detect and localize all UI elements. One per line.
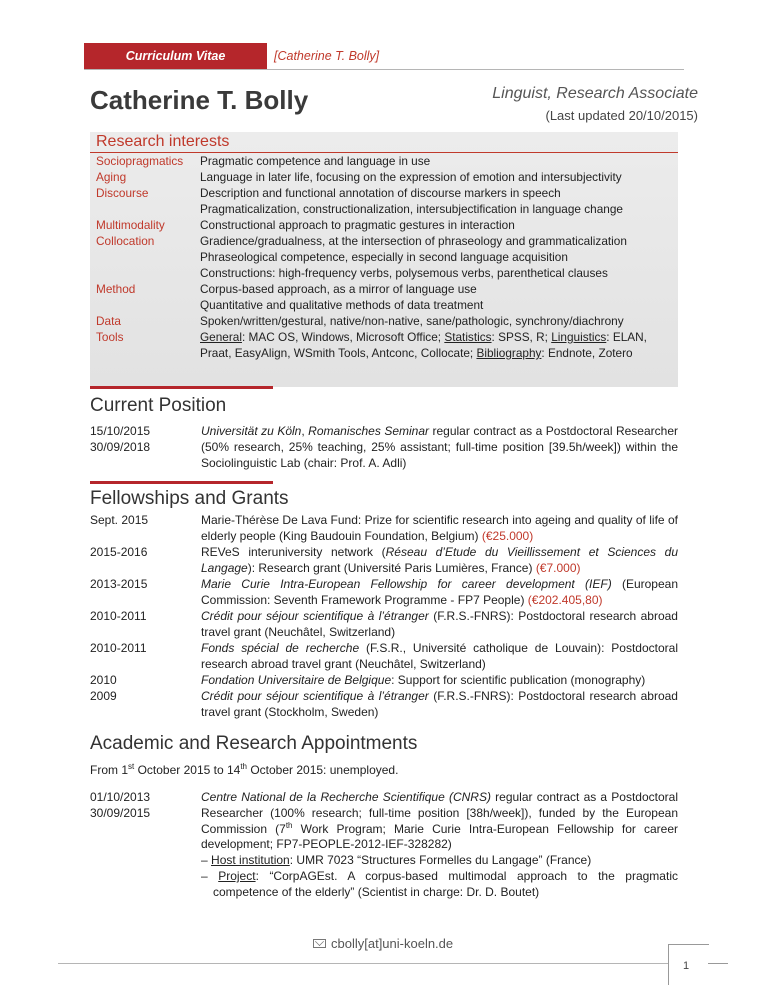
grant-entry bbox=[201, 673, 678, 689]
grant-text: (F.R.S.-FNRS): Postdoctoral research abroad travel grant (Neuchâtel, Switzerland) bbox=[201, 609, 678, 639]
ri-text: Constructional approach to pragmatic gestures in interaction bbox=[200, 218, 515, 232]
grant-entry bbox=[201, 577, 678, 609]
ri-label: Collocation bbox=[96, 234, 155, 248]
ri-row bbox=[96, 233, 686, 249]
entry-date bbox=[90, 424, 200, 456]
entry-text-current bbox=[201, 424, 678, 471]
date-start: 01/10/2013 bbox=[90, 790, 151, 804]
grant-date: 2013-2015 bbox=[90, 577, 148, 591]
tools-general: : MAC OS, Windows, Microsoft Office; bbox=[241, 330, 445, 344]
section-title-current-position: Current Position bbox=[90, 395, 227, 416]
last-updated: (Last updated 20/10/2015) bbox=[545, 108, 698, 123]
ri-row-tools bbox=[96, 329, 686, 345]
tools-linguistics-label: Linguistics bbox=[551, 330, 607, 344]
separator: , bbox=[301, 424, 309, 438]
bullet-project bbox=[201, 869, 678, 901]
grant-title: Marie Curie Intra-European Fellowship for career development (IEF) bbox=[201, 577, 612, 591]
grant-title: Fonds spécial de recherche bbox=[201, 641, 360, 655]
ri-row bbox=[96, 201, 686, 217]
grant-amount: (€202.405,80) bbox=[527, 592, 603, 607]
ordinal-suffix: th bbox=[240, 762, 247, 771]
position-text: regular contract as a Postdoctoral Researcher (50% research, 25% teaching, 25% assistant; full-time position [39.5h/week]) within the Sociolinguistic Lab (chair: Prof. A. Adli) bbox=[201, 424, 678, 470]
page-title: Catherine T. Bolly bbox=[90, 85, 309, 115]
ordinal-suffix: st bbox=[128, 762, 135, 771]
tools-bibliography-label: Bibliography bbox=[476, 346, 542, 360]
ri-row bbox=[96, 169, 686, 185]
footer-rule bbox=[58, 963, 668, 964]
ri-label: Multimodality bbox=[96, 218, 165, 232]
header-name: [Catherine T. Bolly] bbox=[274, 49, 380, 63]
ri-row bbox=[96, 153, 686, 169]
grant-amount: (€7.000) bbox=[535, 560, 581, 575]
bullet-text: : UMR 7023 “Structures Formelles du Langage” (France) bbox=[289, 853, 592, 868]
ri-text: Pragmatic competence and language in use bbox=[200, 154, 431, 168]
tools-general-label: General bbox=[200, 330, 242, 344]
grant-text: (F.R.S.-FNRS): Postdoctoral research abroad travel grant (Stockholm, Sweden) bbox=[201, 689, 678, 719]
grant-title: Réseau d’Etude du Vieillissement et Sciences du Langage bbox=[201, 545, 678, 575]
date-start: 15/10/2015 bbox=[90, 424, 151, 438]
tools-linguistics: : ELAN, bbox=[606, 330, 647, 344]
unemployed-note bbox=[90, 763, 398, 777]
section-bar bbox=[90, 481, 273, 484]
ri-text bbox=[200, 329, 647, 345]
ri-text: Gradience/gradualness, at the intersection of phraseology and grammaticalization bbox=[200, 234, 627, 248]
date-end: 30/09/2015 bbox=[90, 805, 151, 820]
mail-icon bbox=[313, 939, 326, 948]
grant-text: (F.S.R., Université catholique de Louvain): Postdoctoral research abroad travel grant (Neuchâtel, Switzerland) bbox=[201, 641, 679, 671]
ri-text: Phraseological competence, especially in second language acquisition bbox=[200, 250, 568, 264]
bullet-label: Host institution bbox=[211, 853, 290, 868]
ri-row bbox=[96, 313, 686, 329]
ri-row bbox=[96, 217, 686, 233]
bullet-mark: – bbox=[201, 868, 208, 883]
ri-text: Spoken/written/gestural, native/non-native, sane/pathologic, synchrony/diachrony bbox=[200, 314, 624, 328]
grant-date: 2009 bbox=[90, 689, 117, 703]
ri-row bbox=[96, 297, 686, 313]
ri-text: Quantitative and qualitative methods of data treatment bbox=[200, 298, 484, 312]
tools-statistics: : SPSS, R; bbox=[491, 330, 552, 344]
ri-label: Sociopragmatics bbox=[96, 154, 184, 168]
grant-title: Fondation Universitaire de Belgique bbox=[201, 673, 392, 687]
bullet-mark: – bbox=[201, 853, 208, 868]
ri-label: Method bbox=[96, 282, 136, 296]
grant-title: Crédit pour séjour scientifique à l’étranger bbox=[201, 609, 429, 623]
grant-entry bbox=[201, 641, 678, 673]
ri-row bbox=[96, 265, 686, 281]
ri-label: Aging bbox=[96, 170, 127, 184]
ri-label: Data bbox=[96, 314, 121, 328]
grant-date: Sept. 2015 bbox=[90, 513, 149, 527]
department: Romanisches Seminar bbox=[308, 424, 430, 438]
grant-date: 2010-2011 bbox=[90, 641, 147, 655]
ri-row bbox=[96, 249, 686, 265]
date-end: 30/09/2018 bbox=[90, 439, 151, 454]
ri-row-tools-2 bbox=[96, 345, 686, 361]
cv-tag: Curriculum Vitae bbox=[84, 43, 267, 69]
ri-text: Language in later life, focusing on the expression of emotion and intersubjectivity bbox=[200, 170, 622, 184]
ri-row bbox=[96, 281, 686, 297]
ordinal-suffix: th bbox=[285, 820, 293, 830]
ri-label: Tools bbox=[96, 330, 124, 344]
role-title: Linguist, Research Associate bbox=[492, 85, 698, 102]
grant-title: Crédit pour séjour scientifique à l’étranger bbox=[201, 689, 429, 703]
grant-entry bbox=[201, 609, 678, 641]
grant-entry bbox=[201, 689, 678, 721]
section-title-appointments: Academic and Research Appointments bbox=[90, 733, 418, 754]
grant-date: 2015-2016 bbox=[90, 545, 148, 559]
grant-text: Marie-Thérèse De Lava Fund: Prize for scientific research into ageing and quality of life of elderly people (King Baudouin Foundation, Belgium) bbox=[201, 513, 678, 543]
grant-entry bbox=[201, 545, 678, 577]
grant-entry bbox=[201, 513, 678, 545]
appointment-text: Work Program; Marie Curie Intra-European Fellowship for career development; FP7-PEOPLE-2012-IEF-328282) bbox=[201, 821, 679, 852]
bullet-text: : “CorpAGEst. A corpus-based multimodal approach to the pragmatic competence of the elderly” (Scientist in charge: Dr. D. Boutet) bbox=[213, 868, 678, 899]
ri-text: Description and functional annotation of discourse markers in speech bbox=[200, 186, 561, 200]
grant-text: ): Research grant (Université Paris Lumières, France) bbox=[247, 560, 536, 575]
section-title-fellowships: Fellowships and Grants bbox=[90, 488, 289, 509]
grant-text: (European Commission: Seventh Framework Programme - FP7 People) bbox=[201, 577, 678, 607]
ri-text bbox=[200, 345, 633, 361]
grant-date: 2010-2011 bbox=[90, 609, 147, 623]
entry-text-cnrs bbox=[201, 790, 678, 901]
ri-text: Constructions: high-frequency verbs, polysemous verbs, parenthetical clauses bbox=[200, 266, 608, 280]
bullet-label: Project bbox=[218, 868, 256, 883]
appointment-text: regular contract as a Postdoctoral Researcher (100% research; full-time position [38h/week]), funded by the European Commission (7 bbox=[201, 790, 678, 836]
bullet-host bbox=[201, 853, 678, 869]
ri-row bbox=[96, 185, 686, 201]
grant-text: REVeS interuniversity network ( bbox=[201, 545, 386, 559]
unemployed-text: October 2015 to 14 bbox=[134, 763, 241, 777]
footer-corner-rule bbox=[708, 963, 728, 964]
section-bar bbox=[90, 386, 273, 389]
header-rule bbox=[84, 69, 684, 70]
ri-text: Pragmaticalization, constructionalization, intersubjectification in language change bbox=[200, 202, 623, 216]
tools-bibliography: : Endnote, Zotero bbox=[541, 346, 633, 360]
page-number: 1 bbox=[683, 960, 690, 972]
tools-line2: Praat, EasyAlign, WSmith Tools, Antconc, Collocate; bbox=[200, 346, 477, 360]
research-interests-title: Research interests bbox=[96, 133, 230, 150]
unemployed-text: October 2015: unemployed. bbox=[247, 763, 399, 777]
entry-date bbox=[90, 790, 200, 822]
grant-date: 2010 bbox=[90, 673, 117, 687]
email-text[interactable]: cbolly[at]uni-koeln.de bbox=[331, 936, 454, 951]
ri-label: Discourse bbox=[96, 186, 149, 200]
footer-email[interactable] bbox=[313, 936, 453, 951]
institution: Centre National de la Recherche Scientifique (CNRS) bbox=[201, 790, 491, 804]
tools-statistics-label: Statistics bbox=[444, 330, 492, 344]
unemployed-text: From 1 bbox=[90, 763, 129, 777]
institution: Universität zu Köln bbox=[201, 424, 302, 438]
ri-text: Corpus-based approach, as a mirror of language use bbox=[200, 282, 477, 296]
grant-amount: (€25.000) bbox=[481, 528, 534, 543]
grant-text: : Support for scientific publication (monography) bbox=[391, 673, 646, 687]
